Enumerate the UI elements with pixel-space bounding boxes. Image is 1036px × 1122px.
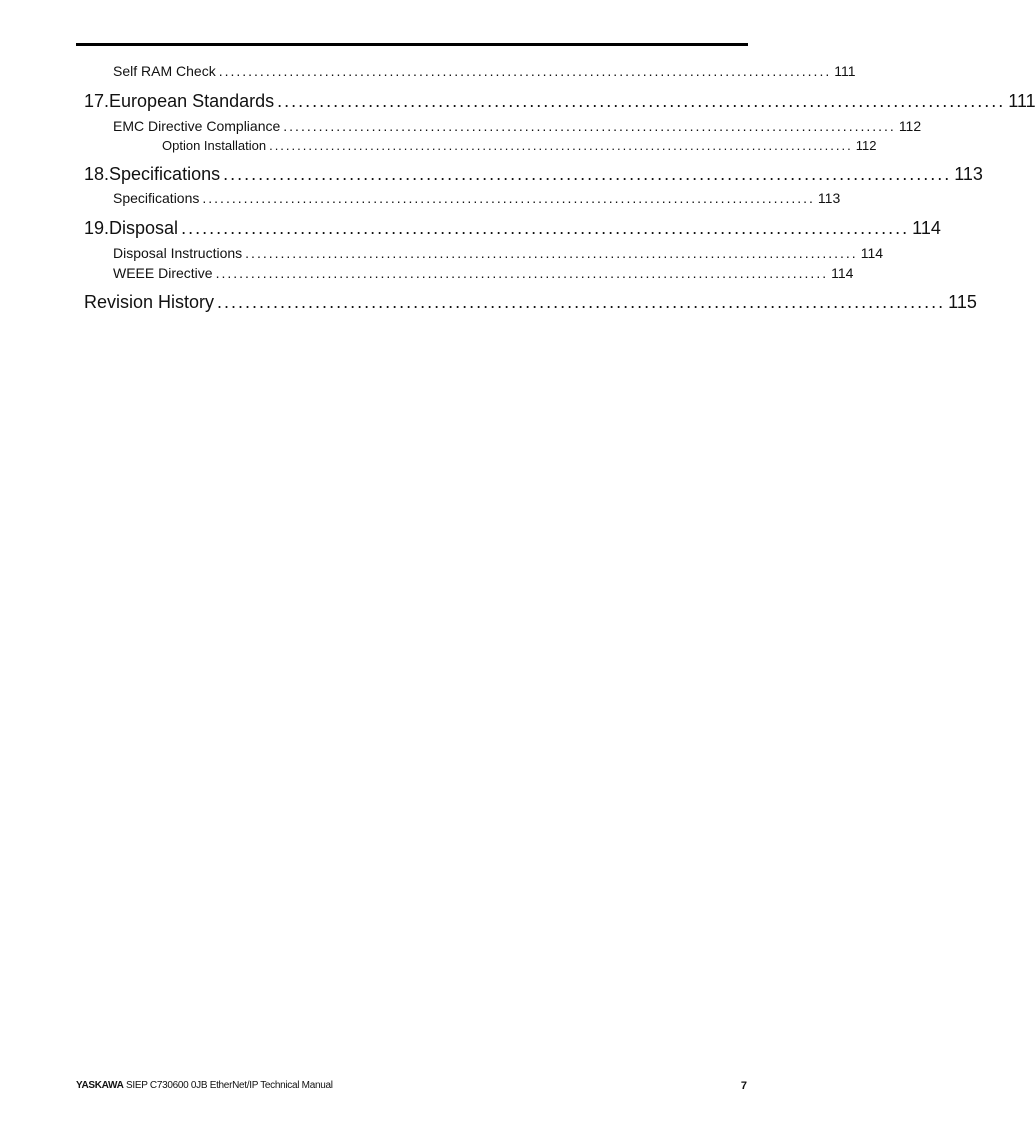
toc-entry-title: Revision History (84, 292, 215, 312)
dot-leader: ........................................................................................................ (245, 245, 858, 261)
toc-entry-specifications-chapter[interactable] (84, 164, 983, 185)
top-rule (76, 43, 748, 46)
toc-entry-european-standards[interactable] (84, 91, 1036, 112)
toc-entry-page: 114 (912, 218, 941, 238)
toc-entry-title: Specifications (109, 164, 221, 184)
dot-leader: ........................................................................................................ (217, 292, 946, 312)
toc-entry-title: European Standards (109, 91, 275, 111)
toc-entry-revision-history[interactable] (84, 292, 977, 313)
toc-entry-page: 111 (834, 63, 856, 79)
toc-entry-number: 17. (84, 91, 110, 111)
toc-entry-title: EMC Directive Compliance (113, 118, 281, 134)
toc-entry-title: WEEE Directive (113, 265, 213, 281)
toc-entry-page: 115 (948, 292, 977, 312)
toc-entry-page: 112 (855, 138, 877, 153)
toc-entry-title: Disposal (109, 218, 179, 238)
dot-leader: ........................................................................................................ (269, 138, 853, 153)
toc-entry-disposal-instructions[interactable] (113, 245, 884, 261)
dot-leader: ........................................................................................................ (202, 190, 815, 206)
dot-leader: ........................................................................................................ (223, 164, 952, 184)
toc-entry-page: 114 (860, 245, 884, 261)
dot-leader: ........................................................................................................ (283, 118, 896, 134)
toc-entry-disposal-chapter[interactable] (84, 218, 941, 239)
toc-entry-page: 114 (831, 265, 854, 281)
toc-entry-self-ram-check[interactable] (113, 63, 856, 79)
dot-leader: ........................................................................................................ (277, 91, 1006, 111)
footer-doc-name: SIEP C730600 0JB EtherNet/IP Technical Manual (126, 1080, 333, 1091)
dot-leader: ........................................................................................................ (218, 63, 832, 79)
dot-leader: ........................................................................................................ (215, 265, 829, 281)
toc-entry-specifications[interactable] (113, 190, 841, 206)
toc-entry-option-installation[interactable] (162, 138, 877, 153)
toc-entry-number: 19. (84, 218, 110, 238)
footer-brand: YASKAWA (76, 1080, 124, 1091)
toc-entry-title: Disposal Instructions (113, 245, 243, 261)
toc-entry-weee-directive[interactable] (113, 265, 854, 281)
toc-entry-page: 113 (817, 190, 841, 206)
toc-entry-title: Option Installation (162, 138, 267, 153)
toc-entry-title: Specifications (113, 190, 200, 206)
toc-entry-page: 111 (1008, 91, 1036, 111)
footer-document-title (76, 1080, 333, 1091)
toc-entry-page: 113 (954, 164, 983, 184)
footer-page-number: 7 (740, 1080, 747, 1092)
dot-leader: ........................................................................................................ (181, 218, 910, 238)
toc-entry-title: Self RAM Check (113, 63, 216, 79)
toc-entry-number: 18. (84, 164, 110, 184)
toc-entry-page: 112 (898, 118, 922, 134)
toc-entry-emc-directive[interactable] (113, 118, 922, 134)
